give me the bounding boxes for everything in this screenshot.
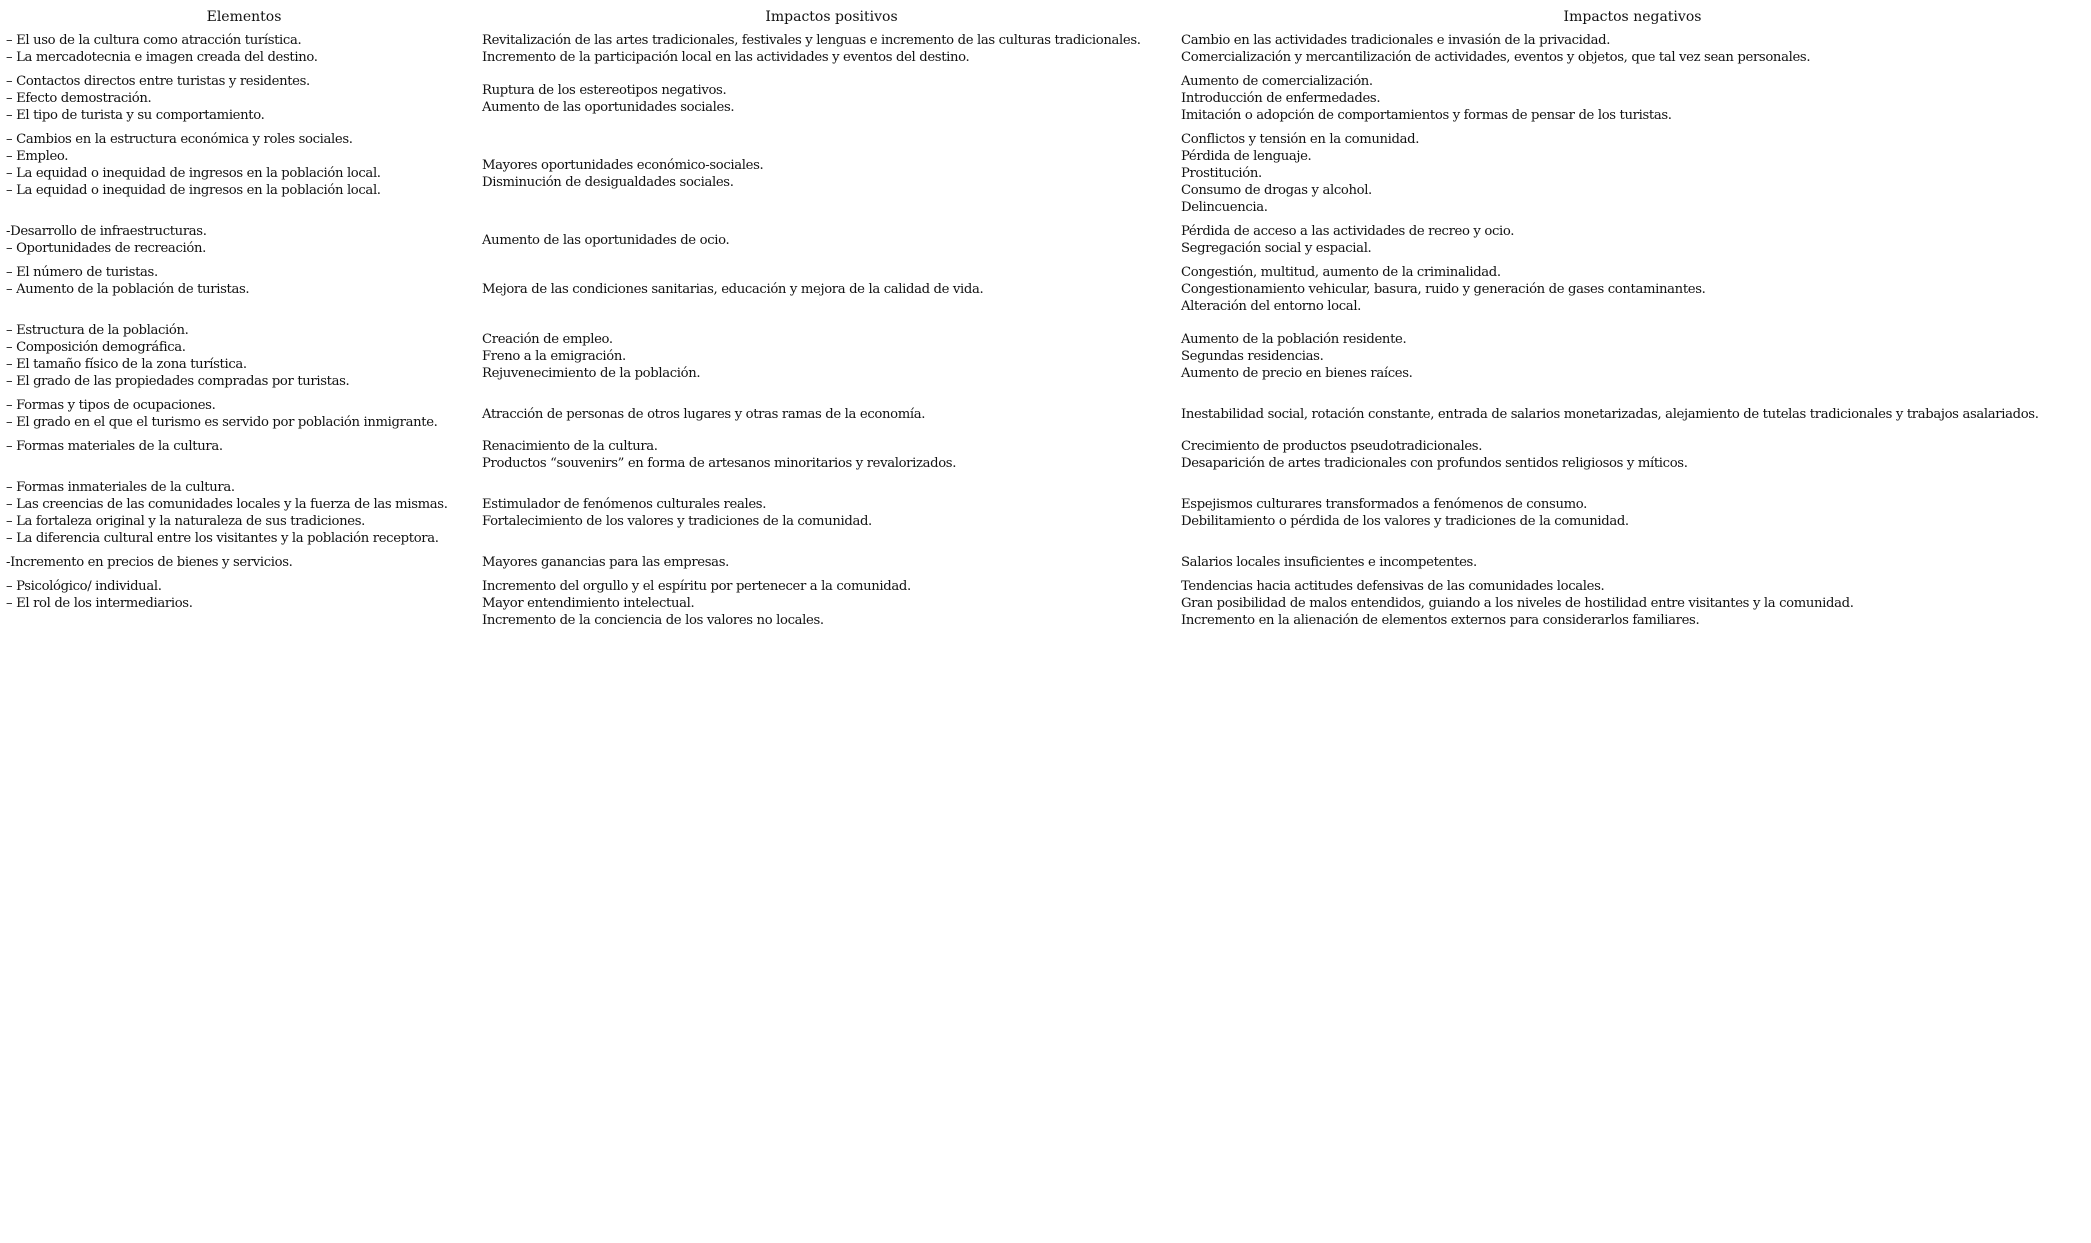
negative-impacts-cell [1181, 554, 2084, 578]
elements-cell [6, 397, 482, 438]
table-row [6, 264, 2084, 322]
elements-cell [6, 554, 482, 578]
cell-line: Aumento de la población residente. [1181, 331, 1407, 347]
table-row [6, 32, 2084, 73]
table-row [6, 578, 2084, 636]
cell-line: Segregación social y espacial. [1181, 241, 1372, 256]
cell-line: – Efecto demostración. [6, 91, 152, 106]
cell-line: Mayor entendimiento intelectual. [482, 596, 695, 611]
cell-line: -Desarrollo de infraestructuras. [6, 224, 207, 239]
table-row [6, 131, 2084, 223]
cell-line: Incremento de la participación local en las actividades y eventos del destino. [482, 50, 970, 65]
cell-line: Revitalización de las artes tradicionales, festivales y lenguas e incremento de las culturas tradicionales. [482, 33, 1141, 48]
cell-line: Aumento de las oportunidades de ocio. [482, 232, 730, 248]
cell-line: Freno a la emigración. [482, 348, 626, 364]
positive-impacts-cell [482, 223, 1181, 264]
cell-line: – Empleo. [6, 149, 69, 164]
cell-line: – El tipo de turista y su comportamiento. [6, 108, 265, 123]
elements-cell [6, 264, 482, 322]
table-row [6, 322, 2084, 397]
negative-impacts-cell [1181, 32, 2084, 73]
cell-line: Incremento de la conciencia de los valores no locales. [482, 613, 824, 628]
cell-line: – Composición demográfica. [6, 340, 186, 355]
negative-impacts-cell [1181, 73, 2084, 131]
positive-impacts-cell [482, 32, 1181, 73]
table-row [6, 554, 2084, 578]
table-header-row [6, 8, 2084, 32]
cell-line: – El grado de las propiedades compradas por turistas. [6, 374, 350, 389]
cell-line: – Psicológico/ individual. [6, 579, 162, 594]
cell-line: Salarios locales insuficientes e incompetentes. [1181, 555, 1477, 570]
cell-line: – Estructura de la población. [6, 323, 189, 338]
cell-line: – La equidad o inequidad de ingresos en la población local. [6, 183, 381, 198]
negative-impacts-cell [1181, 264, 2084, 322]
cell-line: – Contactos directos entre turistas y residentes. [6, 74, 310, 89]
cell-line: Gran posibilidad de malos entendidos, guiando a los niveles de hostilidad entre visitantes y la comunidad. [1181, 596, 1854, 611]
cell-line: Ruptura de los estereotipos negativos. [482, 82, 727, 98]
positive-impacts-cell [482, 578, 1181, 636]
impacts-table-container [6, 8, 2084, 636]
cell-line: Crecimiento de productos pseudotradicionales. [1181, 439, 1483, 454]
cell-line: – Cambios en la estructura económica y roles sociales. [6, 132, 353, 147]
cell-line: Pérdida de acceso a las actividades de recreo y ocio. [1181, 224, 1515, 239]
cell-line: Cambio en las actividades tradicionales e invasión de la privacidad. [1181, 33, 1611, 48]
cell-line: Introducción de enfermedades. [1181, 91, 1381, 106]
elements-cell [6, 578, 482, 636]
cell-line: Productos “souvenirs” en forma de artesanos minoritarios y revalorizados. [482, 456, 957, 471]
table-row [6, 73, 2084, 131]
positive-impacts-cell [482, 264, 1181, 322]
elements-cell [6, 322, 482, 397]
cell-line: Alteración del entorno local. [1181, 299, 1362, 314]
cell-line: – Oportunidades de recreación. [6, 241, 206, 256]
cell-line: – Formas y tipos de ocupaciones. [6, 398, 216, 413]
cell-line: Estimulador de fenómenos culturales reales. [482, 497, 767, 512]
positive-impacts-cell [482, 479, 1181, 554]
elements-cell [6, 131, 482, 223]
cell-line: Desaparición de artes tradicionales con profundos sentidos religiosos y míticos. [1181, 456, 1688, 471]
cell-line: – El rol de los intermediarios. [6, 596, 193, 611]
positive-impacts-cell [482, 73, 1181, 131]
impacts-table [6, 8, 2084, 636]
table-row [6, 223, 2084, 264]
negative-impacts-cell [1181, 131, 2084, 223]
cell-line: Incremento en la alienación de elementos externos para considerarlos familiares. [1181, 613, 1700, 628]
cell-line: – Las creencias de las comunidades locales y la fuerza de las mismas. [6, 497, 448, 512]
header-negative-impacts: Impactos negativos [1563, 9, 1702, 25]
table-row [6, 479, 2084, 554]
cell-line: Mayores ganancias para las empresas. [482, 555, 729, 570]
cell-line: Comercialización y mercantilización de actividades, eventos y objetos, que tal vez sean personales. [1181, 50, 1811, 65]
header-elements: Elementos [206, 9, 282, 25]
cell-line: Aumento de precio en bienes raíces. [1181, 365, 1413, 381]
negative-impacts-cell [1181, 322, 2084, 397]
cell-line: – El tamaño físico de la zona turística. [6, 357, 247, 372]
cell-line: -Incremento en precios de bienes y servicios. [6, 555, 293, 570]
cell-line: – Formas materiales de la cultura. [6, 439, 223, 454]
cell-line: Mejora de las condiciones sanitarias, educación y mejora de la calidad de vida. [482, 282, 984, 297]
cell-line: Congestión, multitud, aumento de la criminalidad. [1181, 265, 1501, 280]
cell-line: – El uso de la cultura como atracción turística. [6, 33, 302, 48]
cell-line: Rejuvenecimiento de la población. [482, 365, 701, 381]
positive-impacts-cell [482, 438, 1181, 479]
positive-impacts-cell [482, 554, 1181, 578]
cell-line: Debilitamiento o pérdida de los valores y tradiciones de la comunidad. [1181, 514, 1629, 529]
cell-line: – La mercadotecnia e imagen creada del destino. [6, 50, 318, 65]
negative-impacts-cell [1181, 479, 2084, 554]
positive-impacts-cell [482, 322, 1181, 397]
cell-line: – Aumento de la población de turistas. [6, 282, 250, 297]
cell-line: Conflictos y tensión en la comunidad. [1181, 132, 1420, 147]
cell-line: Tendencias hacia actitudes defensivas de las comunidades locales. [1181, 579, 1605, 594]
cell-line: Congestionamiento vehicular, basura, ruido y generación de gases contaminantes. [1181, 282, 1706, 297]
cell-line: – La equidad o inequidad de ingresos en la población local. [6, 166, 381, 181]
cell-line: – El grado en el que el turismo es servido por población inmigrante. [6, 415, 438, 430]
cell-line: Imitación o adopción de comportamientos y formas de pensar de los turistas. [1181, 108, 1672, 123]
cell-line: Aumento de las oportunidades sociales. [482, 99, 735, 115]
cell-line: Incremento del orgullo y el espíritu por pertenecer a la comunidad. [482, 579, 911, 594]
cell-line: Pérdida de lenguaje. [1181, 149, 1312, 164]
elements-cell [6, 479, 482, 554]
elements-cell [6, 32, 482, 73]
header-positive-impacts: Impactos positivos [765, 9, 898, 25]
negative-impacts-cell [1181, 397, 2084, 438]
table-row [6, 438, 2084, 479]
table-body [6, 32, 2084, 636]
cell-line: Disminución de desigualdades sociales. [482, 174, 734, 190]
cell-line: Inestabilidad social, rotación constante, entrada de salarios monetarizadas, alejamiento de tutelas tradicionales y trabajos asalariados. [1181, 406, 2039, 422]
positive-impacts-cell [482, 397, 1181, 438]
cell-line: Fortalecimiento de los valores y tradiciones de la comunidad. [482, 514, 872, 529]
elements-cell [6, 438, 482, 479]
cell-line: – La fortaleza original y la naturaleza de sus tradiciones. [6, 514, 365, 529]
cell-line: Aumento de comercialización. [1181, 74, 1373, 89]
cell-line: – La diferencia cultural entre los visitantes y la población receptora. [6, 531, 439, 546]
cell-line: Consumo de drogas y alcohol. [1181, 183, 1372, 198]
cell-line: Mayores oportunidades económico-sociales. [482, 157, 764, 173]
cell-line: Espejismos culturares transformados a fenómenos de consumo. [1181, 497, 1587, 512]
cell-line: – El número de turistas. [6, 265, 158, 280]
cell-line: Creación de empleo. [482, 331, 613, 347]
cell-line: Prostitución. [1181, 166, 1262, 181]
positive-impacts-cell [482, 131, 1181, 223]
cell-line: – Formas inmateriales de la cultura. [6, 480, 235, 495]
cell-line: Renacimiento de la cultura. [482, 439, 658, 454]
cell-line: Atracción de personas de otros lugares y otras ramas de la economía. [482, 406, 926, 422]
cell-line: Segundas residencias. [1181, 348, 1324, 364]
negative-impacts-cell [1181, 578, 2084, 636]
negative-impacts-cell [1181, 223, 2084, 264]
table-row [6, 397, 2084, 438]
elements-cell [6, 73, 482, 131]
elements-cell [6, 223, 482, 264]
cell-line: Delincuencia. [1181, 200, 1268, 215]
negative-impacts-cell [1181, 438, 2084, 479]
